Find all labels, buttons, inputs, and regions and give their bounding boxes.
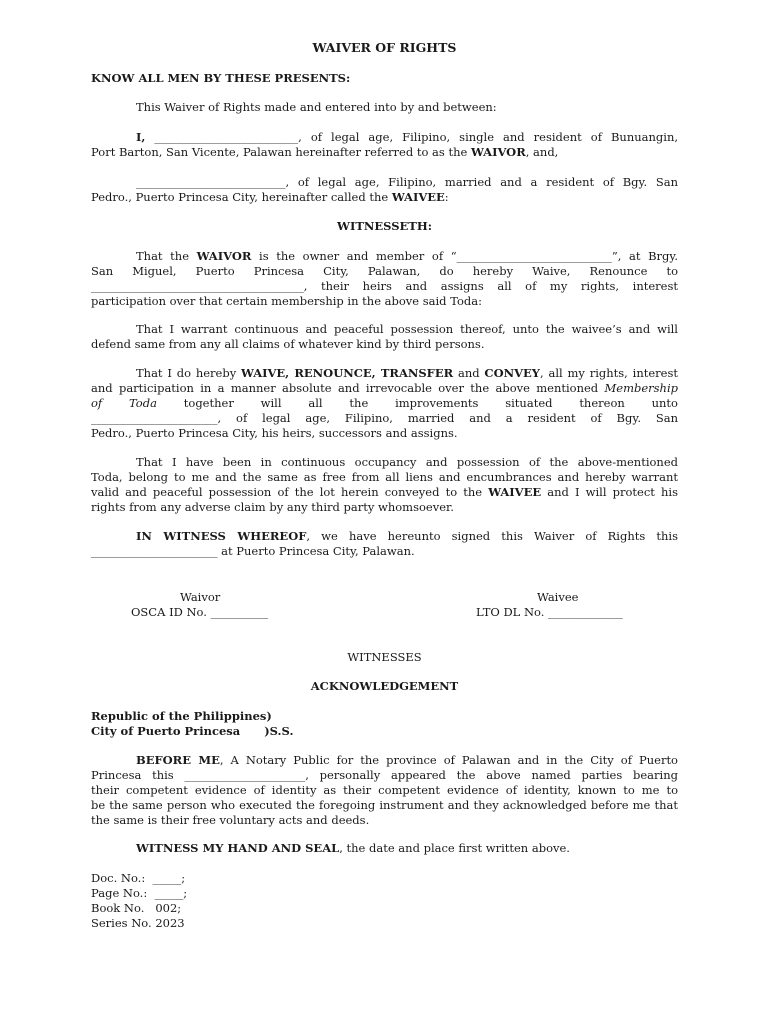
in-witness-whereof: IN WITNESS WHEREOF bbox=[136, 529, 307, 543]
waivor-line-1 bbox=[91, 130, 678, 145]
occupancy-line-2: Toda, belong to me and the same as free from all liens and encumbrances and hereby warrant bbox=[91, 470, 678, 484]
conveyance-convey: CONVEY bbox=[484, 366, 541, 380]
notary-line-3: their competent evidence of identity as their competent evidence of identity, known to me to bbox=[91, 783, 678, 797]
ownership-lead: That the bbox=[136, 249, 197, 263]
before-me: BEFORE ME bbox=[136, 753, 220, 767]
waivee-line-2-text: Pedro., Puerto Princesa City, hereinafter called the bbox=[91, 190, 392, 204]
occupancy-waivee-term: WAIVEE bbox=[488, 485, 542, 499]
conveyance-and: and bbox=[453, 366, 485, 380]
warranty-line-2: defend same from any all claims of whatever kind by third persons. bbox=[91, 337, 485, 351]
ownership-paragraph bbox=[91, 249, 678, 309]
conveyance-grantee-blank: ______________________ bbox=[91, 411, 218, 425]
witnesses-label: WITNESSES bbox=[347, 650, 422, 664]
series-no: Series No. 2023 bbox=[91, 916, 185, 930]
waivee-line-2-end: : bbox=[444, 190, 449, 204]
waivor-line-2-text: Port Barton, San Vicente, Palawan hereinafter referred to as the bbox=[91, 145, 471, 159]
waivor-osca-id: OSCA ID No. __________ bbox=[131, 605, 269, 619]
occupancy-paragraph bbox=[91, 455, 678, 515]
waivor-label: Waivor bbox=[180, 590, 221, 604]
waivee-line-2 bbox=[91, 190, 678, 205]
occupancy-line-3-end: and I will protect his bbox=[541, 485, 678, 499]
conveyance-line-5: Pedro., Puerto Princesa City, his heirs, successors and assigns. bbox=[91, 426, 458, 440]
witness-hand-line bbox=[91, 841, 678, 856]
occupancy-line-1: That I have been in continuous occupancy and possession of the above-mentioned bbox=[136, 455, 678, 469]
conveyance-line-4 bbox=[91, 411, 678, 426]
doc-no: Doc. No.: _____; bbox=[91, 871, 186, 885]
notary-line-5: the same is their free voluntary acts and deeds. bbox=[91, 813, 370, 827]
conveyance-toda-italic: of Toda bbox=[91, 396, 157, 410]
document-title: WAIVER OF RIGHTS bbox=[312, 40, 457, 55]
in-witness-line-1-text: , we have hereunto signed this Waiver of Rights this bbox=[306, 529, 678, 543]
occupancy-line-3-text: valid and peaceful possession of the lot herein conveyed to the bbox=[91, 485, 489, 499]
venue-republic: Republic of the Philippines) bbox=[91, 709, 272, 723]
warranty-line-1: That I warrant continuous and peaceful possession thereof, unto the waivee’s and will bbox=[136, 322, 678, 336]
waivor-line-2 bbox=[91, 145, 678, 160]
in-witness-line-2: ______________________ at Puerto Princesa City, Palawan. bbox=[91, 544, 415, 558]
occupancy-line-3 bbox=[91, 485, 678, 500]
waivee-term: WAIVEE bbox=[391, 190, 445, 204]
in-witness-line-1 bbox=[91, 529, 678, 544]
ownership-line-2: San Miguel, Puerto Princesa City, Palawan, do hereby Waive, Renounce to bbox=[91, 264, 678, 278]
conveyance-line-3 bbox=[91, 396, 678, 411]
conveyance-lead: That I do hereby bbox=[136, 366, 242, 380]
conveyance-membership-italic: Membership bbox=[604, 381, 678, 395]
ownership-waivor-term: WAIVOR bbox=[196, 249, 252, 263]
know-all-heading: KNOW ALL MEN BY THESE PRESENTS: bbox=[91, 71, 351, 85]
ownership-line-1 bbox=[91, 249, 678, 264]
ownership-line-3: _____________________________________, their heirs and assigns all of my rights, interest bbox=[91, 279, 678, 293]
notary-line-4: be the same person who executed the foregoing instrument and they acknowledged before me that bbox=[91, 798, 678, 812]
waivee-label: Waivee bbox=[537, 590, 579, 604]
waivor-line-2-end: , and, bbox=[525, 145, 559, 159]
notary-line-1 bbox=[91, 753, 678, 768]
waivee-line-1: __________________________, of legal age, Filipino, married and a resident of Bgy. San bbox=[136, 175, 678, 189]
conveyance-line-1-text: , all my rights, interest bbox=[540, 366, 678, 380]
witness-hand-seal: WITNESS MY HAND AND SEAL bbox=[136, 841, 340, 855]
conveyance-line-3-text: together will all the improvements situated thereon unto bbox=[156, 396, 678, 410]
waivor-term: WAIVOR bbox=[470, 145, 526, 159]
waivee-paragraph bbox=[91, 175, 678, 205]
notary-paragraph bbox=[91, 753, 678, 828]
acknowledgement-heading: ACKNOWLEDGEMENT bbox=[310, 679, 459, 693]
waivee-lto-id: LTO DL No. _____________ bbox=[476, 605, 623, 619]
witnesseth-heading: WITNESSETH: bbox=[337, 219, 432, 233]
conveyance-verbs: WAIVE, RENOUNCE, TRANSFER bbox=[241, 366, 454, 380]
page-no: Page No.: _____; bbox=[91, 886, 188, 900]
waivor-paragraph bbox=[91, 130, 678, 160]
occupancy-line-4: rights from any adverse claim by any third party whomsoever. bbox=[91, 500, 454, 514]
notary-line-2: Princesa this _____________________, personally appeared the above named parties bearing bbox=[91, 768, 678, 782]
conveyance-line-2-text: and participation in a manner absolute and irrevocable over the above mentioned bbox=[91, 381, 605, 395]
witness-hand-text: , the date and place first written above. bbox=[339, 841, 570, 855]
waivor-line-1-text: , of legal age, Filipino, single and resident of Bunuangin, bbox=[298, 130, 678, 144]
venue-block bbox=[91, 709, 678, 739]
venue-city: City of Puerto Princesa )S.S. bbox=[91, 724, 294, 738]
in-witness-paragraph bbox=[91, 529, 678, 559]
book-no: Book No. 002; bbox=[91, 901, 182, 915]
waivor-pronoun: I, bbox=[136, 130, 146, 144]
docket-block bbox=[91, 871, 678, 931]
ownership-line-4: participation over that certain membership in the above said Toda: bbox=[91, 294, 482, 308]
notary-line-1-text: , A Notary Public for the province of Palawan and in the City of Puerto bbox=[219, 753, 678, 767]
ownership-line-1-text: is the owner and member of “___________________________”, at Brgy. bbox=[251, 249, 678, 263]
intro-paragraph: This Waiver of Rights made and entered into by and between: bbox=[136, 100, 497, 114]
warranty-paragraph bbox=[91, 322, 678, 352]
waivor-name-blank: _________________________ bbox=[145, 130, 299, 144]
conveyance-line-2 bbox=[91, 381, 678, 396]
conveyance-line-1 bbox=[91, 366, 678, 381]
conveyance-line-4-text: , of legal age, Filipino, married and a resident of Bgy. San bbox=[217, 411, 678, 425]
conveyance-paragraph bbox=[91, 366, 678, 441]
